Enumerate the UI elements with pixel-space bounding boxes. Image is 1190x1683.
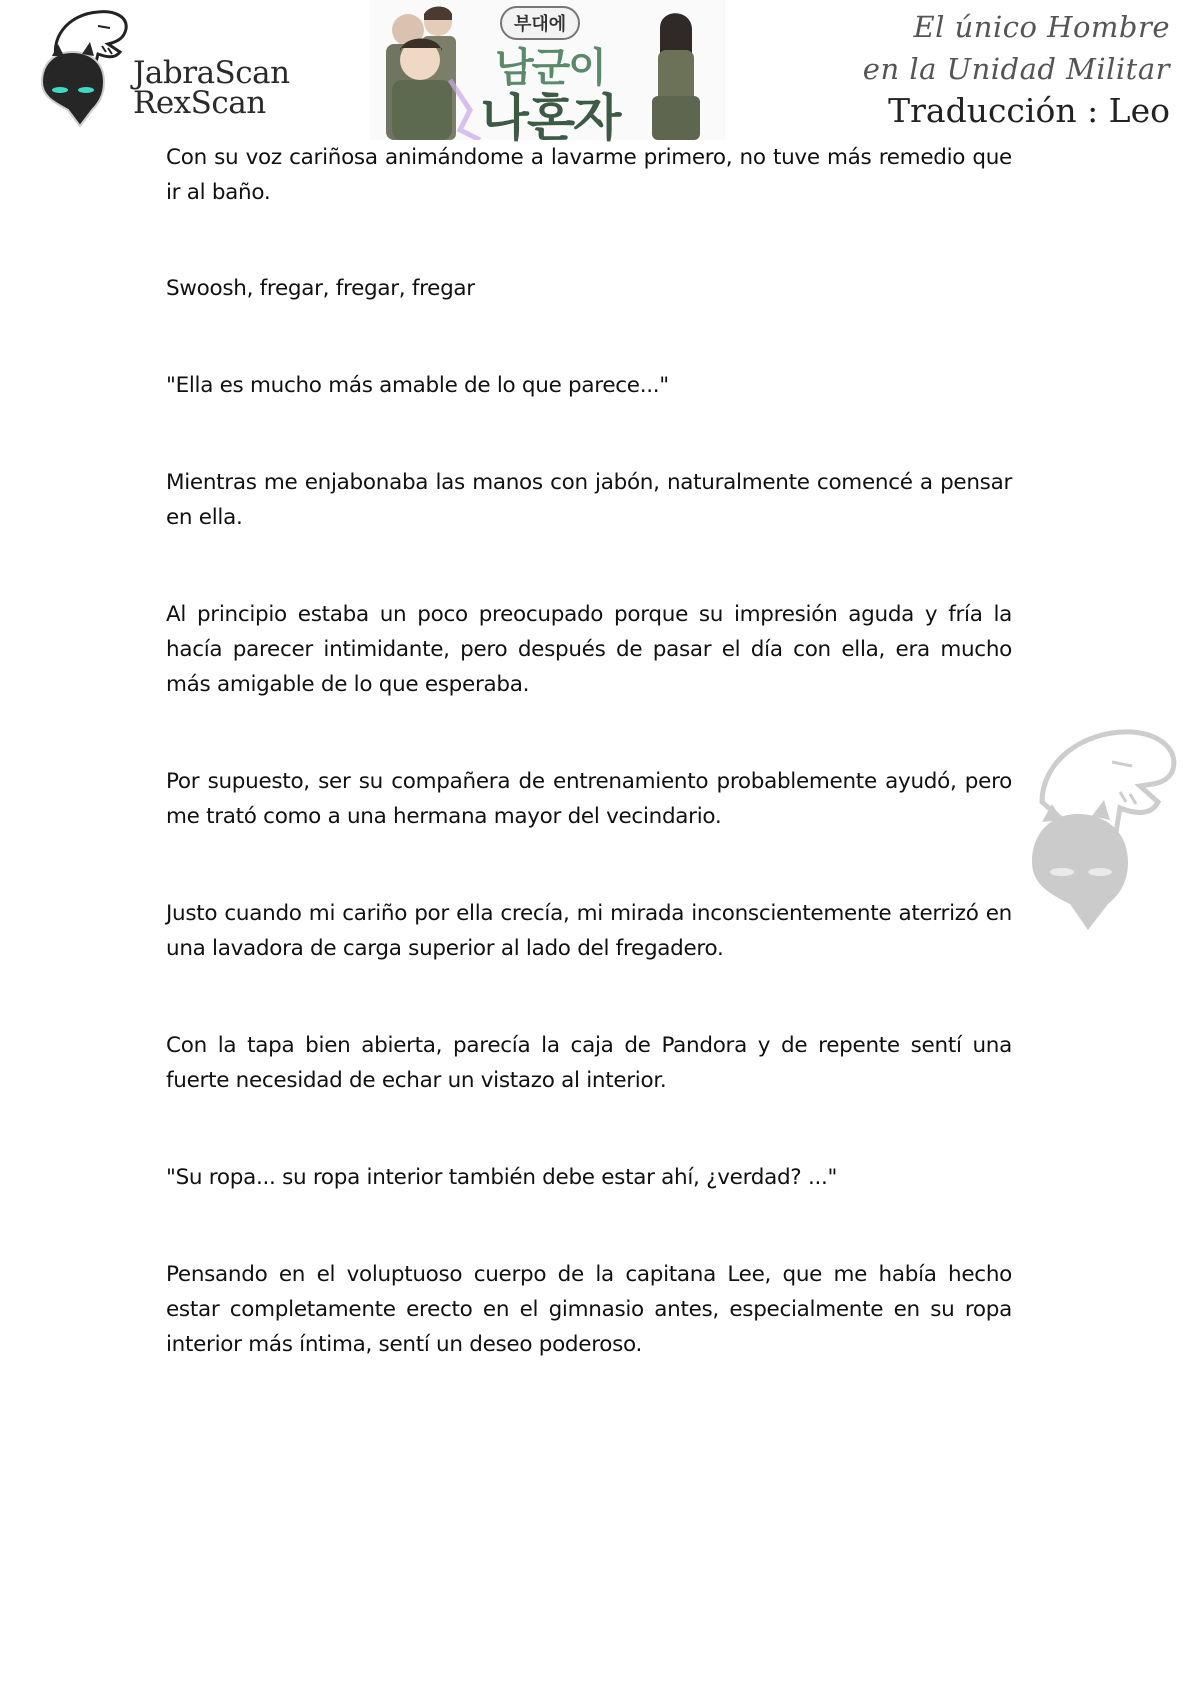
series-title-line1: El único Hombre xyxy=(913,10,1170,44)
series-banner xyxy=(370,0,725,147)
translator-credit: Traducción : Leo xyxy=(888,91,1170,130)
paragraph: "Su ropa... su ropa interior también debe estar ahí, ¿verdad? ..." xyxy=(166,1165,838,1190)
series-title-block xyxy=(863,6,1170,132)
paragraph: Con la tapa bien abierta, parecía la caja de Pandora y de repente sentí una fuerte necesidad de echar un vistazo al interior. xyxy=(166,1033,1012,1093)
scan-group-line2: RexScan xyxy=(133,85,266,121)
t-rex-skull-logo-icon xyxy=(28,4,138,134)
paragraph: "Ella es mucho más amable de lo que parece..." xyxy=(166,373,669,398)
page-header xyxy=(0,0,1190,147)
banner-title-line1: 남군이 xyxy=(495,45,605,91)
paragraph: Con su voz cariñosa animándome a lavarme primero, no tuve más remedio que ir al baño. xyxy=(166,145,1012,205)
paragraph: Justo cuando mi cariño por ella crecía, mi mirada inconscientemente aterrizó en una lavadora de carga superior al lado del fregadero. xyxy=(166,901,1012,961)
scan-group-name xyxy=(133,55,290,121)
banner-korean-title xyxy=(465,0,635,147)
banner-title-line2: 나혼자 xyxy=(480,89,620,147)
scan-group-line1: JabraScan xyxy=(133,55,290,91)
t-rex-skull-watermark-icon xyxy=(1012,722,1182,932)
banner-bubble-text: 부대에 xyxy=(500,6,580,40)
document-body xyxy=(166,140,1012,1362)
paragraph: Por supuesto, ser su compañera de entrenamiento probablemente ayudó, pero me trató como a una hermana mayor del vecindario. xyxy=(166,769,1012,829)
paragraph: Swoosh, fregar, fregar, fregar xyxy=(166,276,475,301)
series-title-line2: en la Unidad Militar xyxy=(862,52,1170,86)
paragraph: Mientras me enjabonaba las manos con jabón, naturalmente comencé a pensar en ella. xyxy=(166,470,1012,530)
paragraph: Pensando en el voluptuoso cuerpo de la capitana Lee, que me había hecho estar completamente erecto en el gimnasio antes, especialmente en su ropa interior más íntima, sentí un deseo poderoso. xyxy=(166,1262,1012,1357)
paragraph: Al principio estaba un poco preocupado porque su impresión aguda y fría la hacía parecer intimidante, pero después de pasar el día con ella, era mucho más amigable de lo que esperaba. xyxy=(166,602,1012,697)
